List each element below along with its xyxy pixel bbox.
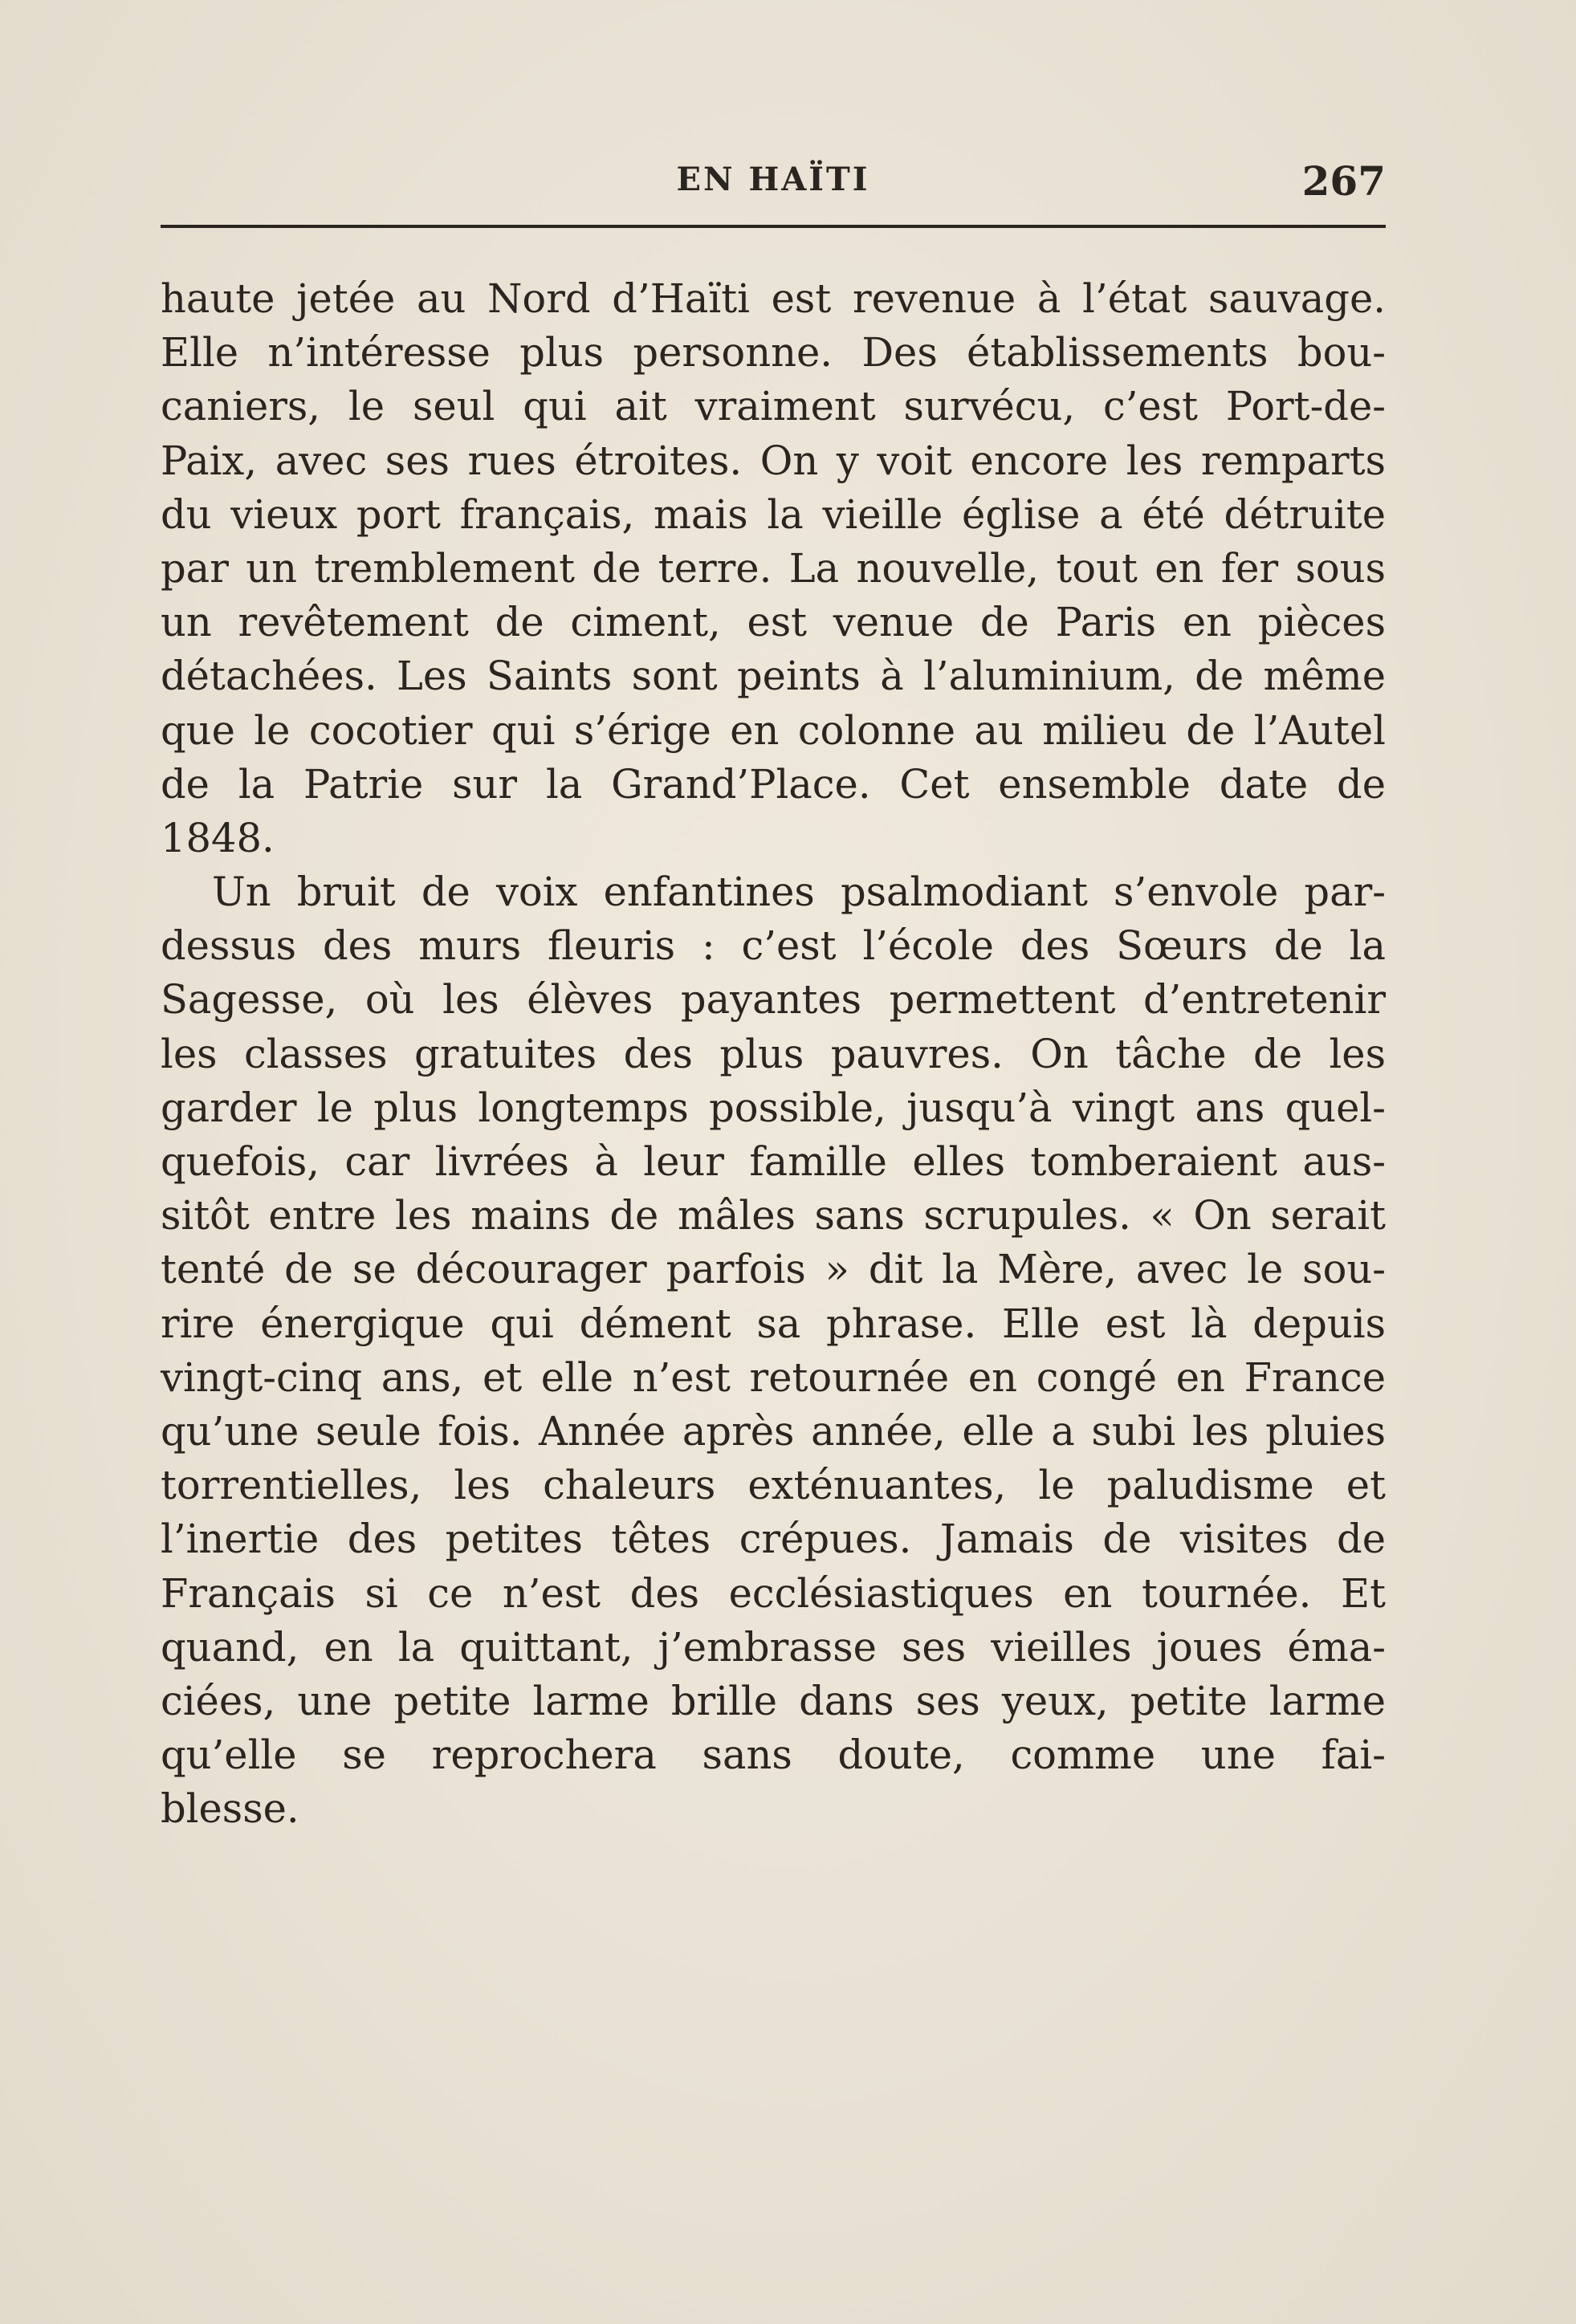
text-line: détachées. Les Saints sont peints à l’aluminium, de même — [161, 653, 1386, 700]
text-line: haute jetée au Nord d’Haïti est revenue à l’état sauvage. — [161, 275, 1386, 322]
text-line: que le cocotier qui s’érige en colonne au milieu de l’Autel — [161, 706, 1386, 754]
text-line: vingt-cinq ans, et elle n’est retournée en congé en France — [161, 1353, 1386, 1401]
text-line: par un tremblement de terre. La nouvelle, tout en fer sous — [161, 544, 1386, 592]
text-line: sitôt entre les mains de mâles sans scrupules. « On serait — [161, 1192, 1386, 1239]
text-line: tenté de se décourager parfois » dit la Mère, avec le sou- — [161, 1246, 1386, 1293]
text-line: de la Patrie sur la Grand’Place. Cet ensemble date de — [161, 760, 1386, 808]
header-rule — [161, 225, 1386, 228]
text-line: Un bruit de voix enfantines psalmodiant s’envole par- — [212, 869, 1386, 916]
text-line: qu’une seule fois. Année après année, elle a subi les pluies — [161, 1407, 1386, 1455]
running-title: EN HAÏTI — [676, 161, 870, 198]
text-line: Sagesse, où les élèves payantes permettent d’entretenir — [161, 976, 1386, 1024]
text-line: du vieux port français, mais la vieille église a été détruite — [161, 490, 1386, 538]
text-line: les classes gratuites des plus pauvres. On tâche de les — [161, 1030, 1386, 1077]
text-line: rire énergique qui dément sa phrase. Elle est là depuis — [161, 1300, 1386, 1347]
text-line: qu’elle se reprochera sans doute, comme une fai- — [161, 1732, 1386, 1779]
body-text — [161, 272, 1386, 1836]
running-head — [161, 157, 1386, 206]
text-line: 1848. — [161, 814, 275, 861]
page-number: 267 — [1301, 157, 1386, 205]
text-line: Paix, avec ses rues étroites. On y voit encore les remparts — [161, 437, 1386, 484]
text-line: Français si ce n’est des ecclésiastiques en tournée. Et — [161, 1569, 1386, 1617]
text-line: quefois, car livrées à leur famille elles tomberaient aus- — [161, 1138, 1386, 1185]
text-line: garder le plus longtemps possible, jusqu’à vingt ans quel- — [161, 1084, 1386, 1131]
text-line: quand, en la quittant, j’embrasse ses vieilles joues éma- — [161, 1623, 1386, 1671]
text-line: torrentielles, les chaleurs exténuantes, le paludisme et — [161, 1462, 1386, 1509]
text-line: l’inertie des petites têtes crépues. Jamais de visites de — [161, 1516, 1386, 1563]
text-line: blesse. — [161, 1785, 299, 1833]
text-line: ciées, une petite larme brille dans ses yeux, petite larme — [161, 1677, 1386, 1724]
text-line: Elle n’intéresse plus personne. Des établissements bou- — [161, 329, 1386, 376]
text-line: caniers, le seul qui ait vraiment survécu, c’est Port-de- — [161, 383, 1386, 430]
text-line: dessus des murs fleuris : c’est l’école des Sœurs de la — [161, 922, 1386, 970]
text-line: un revêtement de ciment, est venue de Paris en pièces — [161, 599, 1386, 646]
